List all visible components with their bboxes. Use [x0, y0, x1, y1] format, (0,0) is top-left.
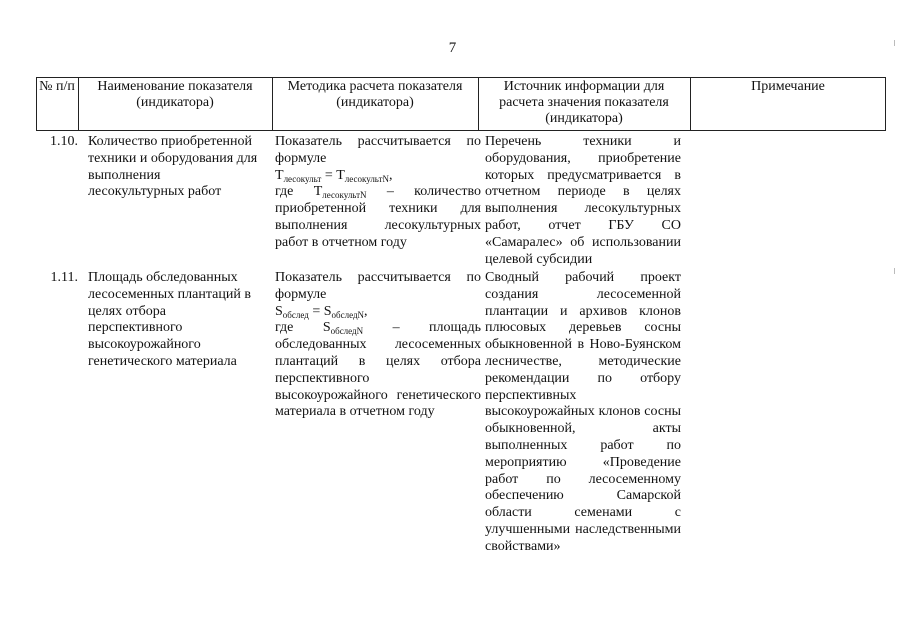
scan-mark [894, 268, 895, 274]
information-source: Сводный рабочий проект создания лесосеменной плантации и архивов клонов плюсовых деревьев сосны обыкновенной в Ново-Буянском лесничестве, методические рекомендации по отбору перспективных высокоурожайных клонов сосны обыкновенной, акты выполненных работ по мероприятию «Проведение работ по лесосеменному обеспечению Самарской области семенами с улучшенными наследственными свойствами» [485, 270, 681, 554]
method-explanation: где $Т_{лесокультN}$ – количество приобретенной техники для выполнения лесокультурных работ в отчетном году [275, 184, 481, 250]
method-intro: Показатель рассчитывается по формуле [275, 270, 481, 302]
column-divider [478, 77, 479, 130]
method-description [275, 270, 481, 421]
column-divider [690, 77, 691, 130]
indicator-name: Площадь обследованных лесосеменных плантаций в целях отбора перспективного высокоурожайного генетического материала [88, 270, 251, 369]
method-intro: Показатель рассчитывается по формуле [275, 134, 481, 166]
method-description [275, 134, 481, 252]
method-explanation: где $S_{обследN}$ – площадь обследованных лесосеменных плантаций в целях отбора перспективного высокоурожайного генетического материала в отчетном году [275, 320, 481, 420]
header-num: № п/п [39, 79, 75, 94]
page-number: 7 [448, 40, 457, 56]
table-right-border [885, 77, 886, 130]
formula: $S_{обслед} = S_{обследN}$, [275, 303, 368, 320]
column-divider [78, 77, 79, 130]
header-method: Методика расчета показателя (индикатора) [287, 79, 463, 110]
indicator-name: Количество приобретенной техники и оборудования для выполнения лесокультурных работ [88, 134, 258, 200]
information-source: Перечень техники и оборудования, приобретение которых предусматривается в отчетном периоде в целях выполнения лесокультурных работ, отчет ГБУ СО «Самаралес» об использовании целевой субсидии [485, 134, 681, 267]
column-divider [272, 77, 273, 130]
table-left-border [36, 77, 37, 130]
header-note: Примечание [751, 79, 825, 94]
scan-mark [894, 40, 895, 46]
row-number: 1.11. [50, 270, 78, 285]
row-number: 1.10. [50, 134, 78, 149]
header-name: Наименование показателя (индикатора) [97, 79, 253, 110]
header-bottom-border [36, 130, 886, 131]
formula: $Т_{лесокульт} = Т_{лесокультN}$, [275, 167, 393, 184]
table-top-border [36, 77, 886, 78]
header-source: Источник информации для расчета значения показателя (индикатора) [499, 79, 669, 126]
